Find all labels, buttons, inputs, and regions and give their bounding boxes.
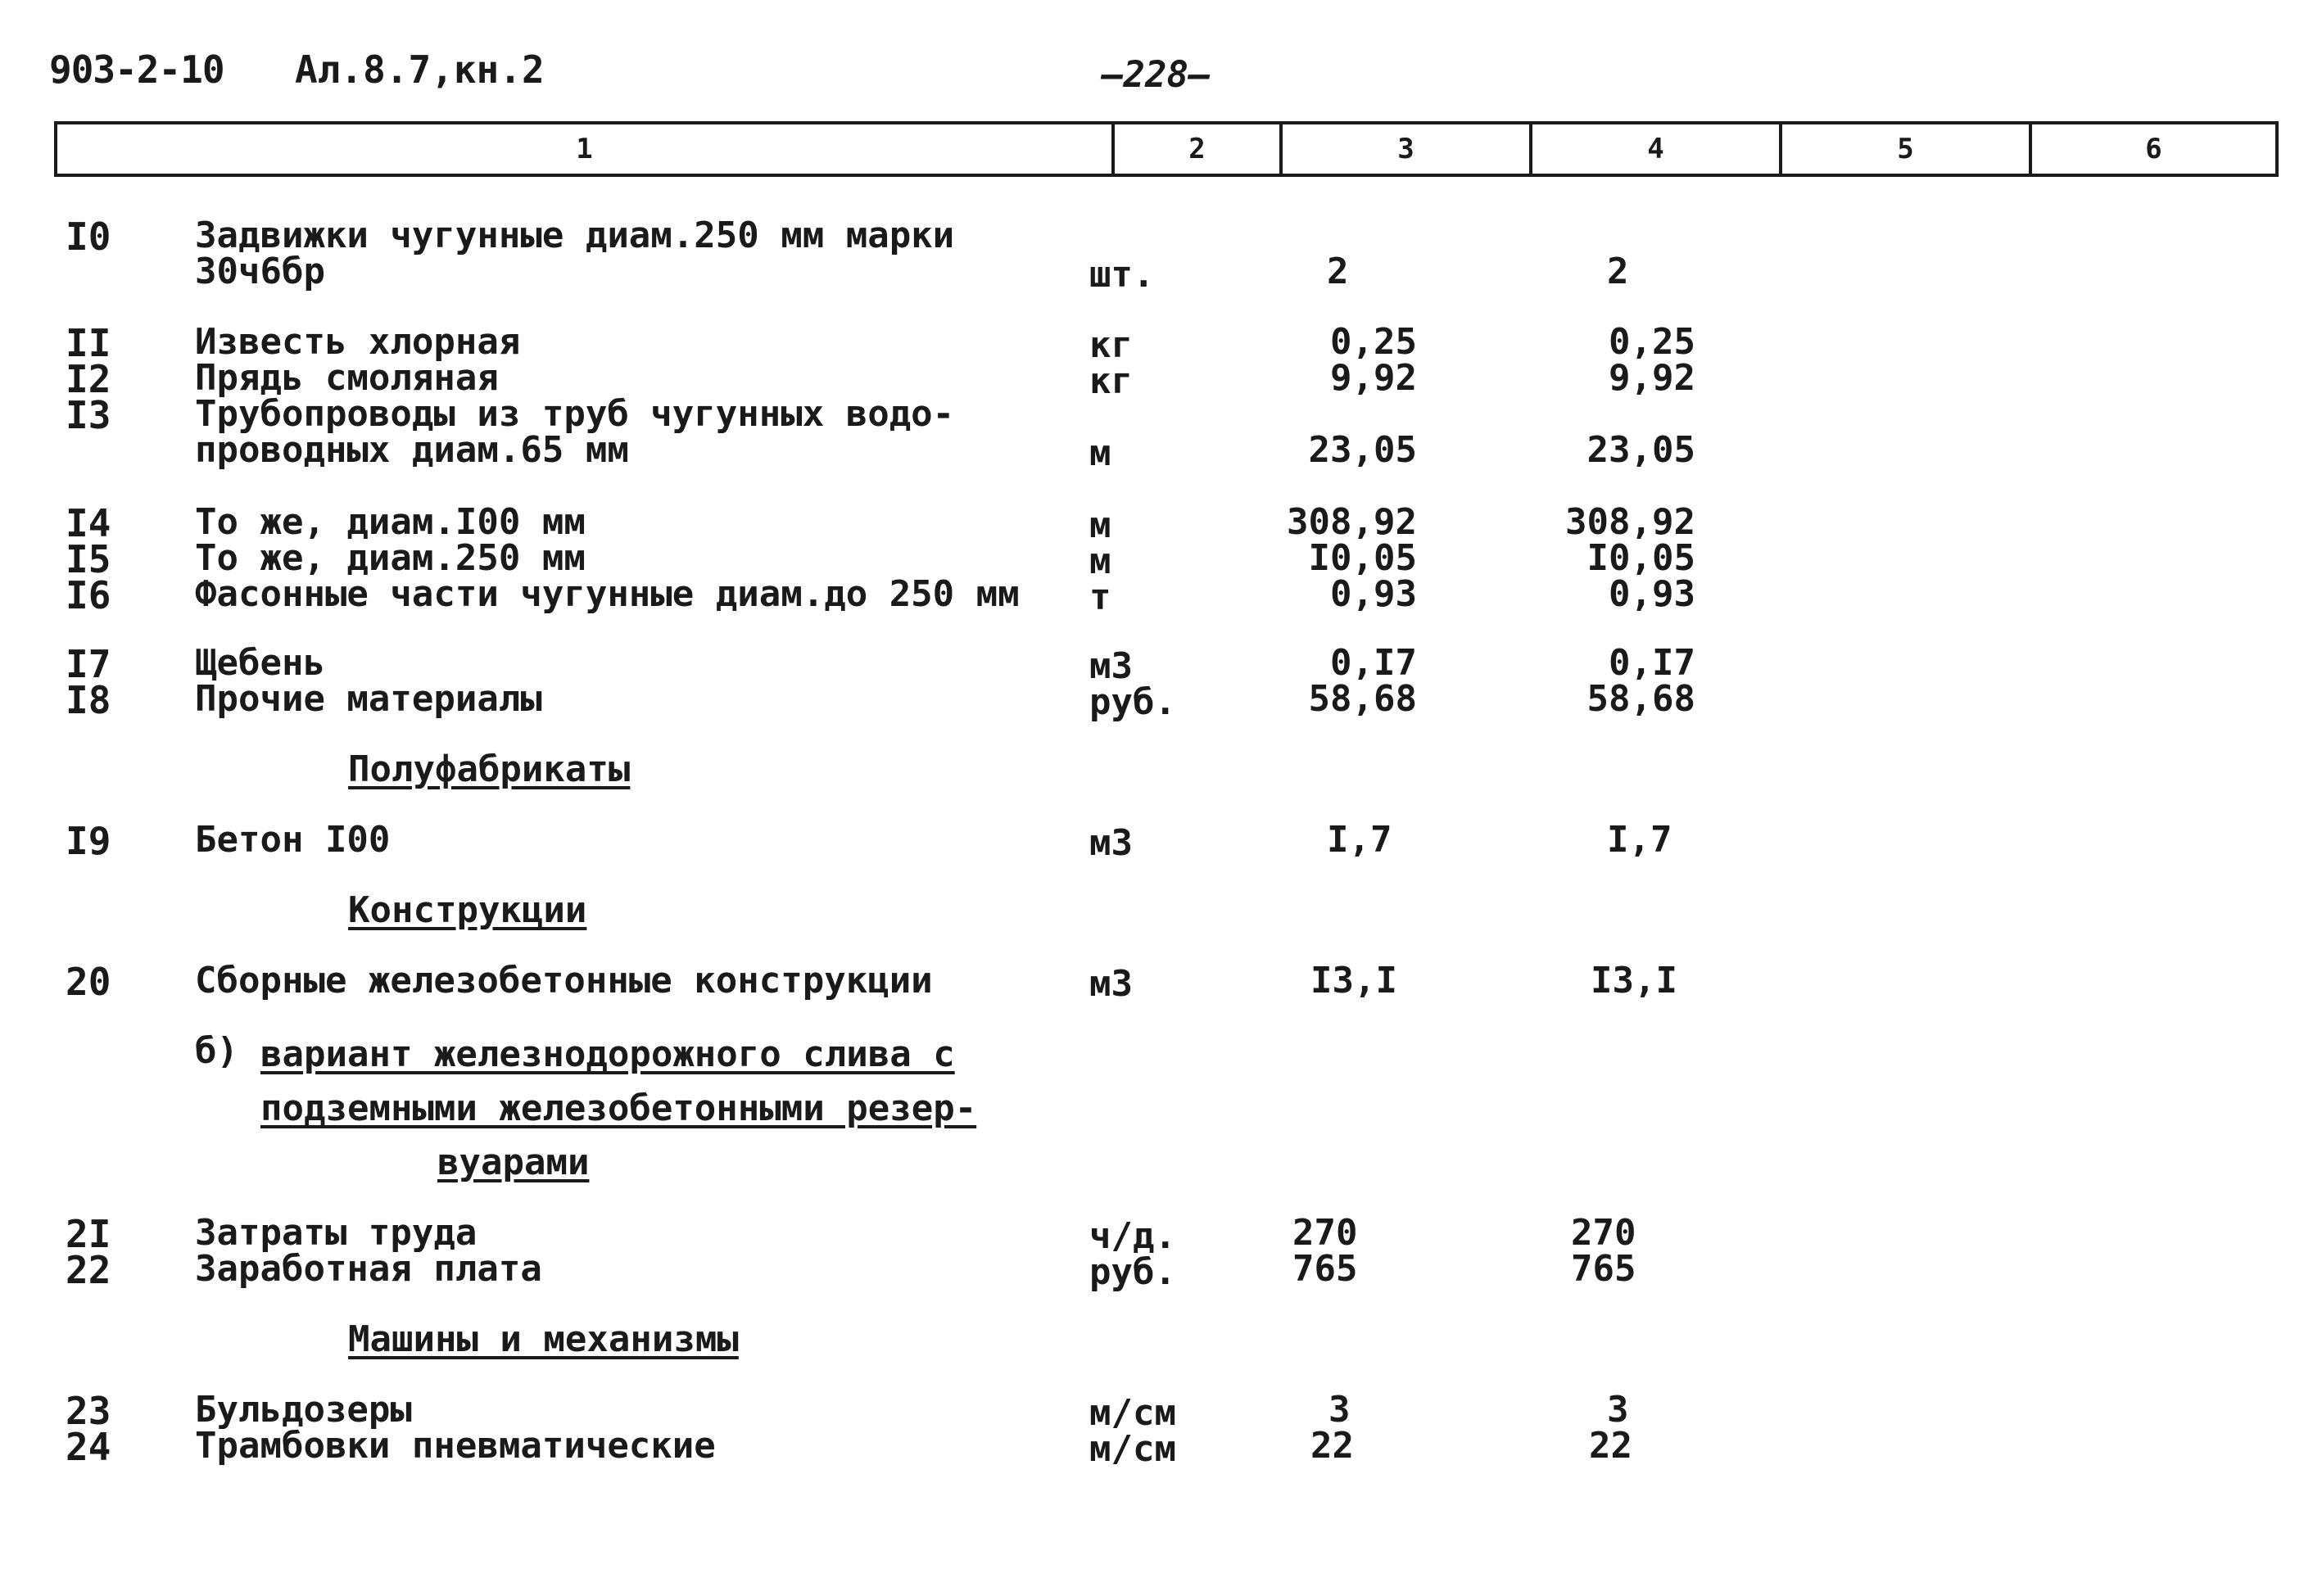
row-unit: м3	[1089, 963, 1133, 1005]
row-name: Затраты труда	[195, 1212, 478, 1254]
row-value-col4: 0,93	[1609, 573, 1695, 615]
row-value-col3: 0,93	[1330, 573, 1417, 615]
row-value-col3: 2	[1327, 251, 1349, 292]
row-value-col4: 765	[1571, 1248, 1636, 1290]
row-number: I9	[66, 819, 111, 863]
section-heading-machines: Машины и механизмы	[348, 1318, 739, 1360]
row-number: 24	[66, 1425, 111, 1469]
row-value-col3: 58,68	[1308, 678, 1417, 720]
row-number: I3	[66, 393, 111, 437]
row-name: Задвижки чугунные диам.250 мм марки	[195, 215, 955, 256]
row-name: Бульдозеры	[195, 1389, 412, 1431]
page-number: —228—	[1102, 54, 1211, 96]
row-unit: руб.	[1089, 1251, 1176, 1293]
row-value-col4: 22	[1589, 1425, 1632, 1467]
row-number: I4	[66, 501, 111, 545]
row-number: 23	[66, 1389, 111, 1433]
album-reference: Ал.8.7,кн.2	[295, 47, 545, 92]
row-number: I5	[66, 537, 111, 581]
row-name: Трамбовки пневматические	[195, 1425, 716, 1467]
row-name-continued: проводных диам.65 мм	[195, 429, 629, 471]
section-heading-semi-products: Полуфабрикаты	[348, 748, 631, 790]
row-unit: шт.	[1089, 254, 1155, 296]
document-code: 903-2-10	[49, 47, 224, 92]
row-unit: м	[1089, 540, 1111, 582]
row-number: I6	[66, 573, 111, 617]
row-value-col4: I,7	[1607, 819, 1672, 861]
row-unit: м3	[1089, 645, 1133, 687]
row-value-col4: 2	[1607, 251, 1629, 292]
row-number: I0	[66, 215, 111, 259]
row-value-col3: 0,25	[1330, 321, 1417, 363]
row-value-col3: 765	[1292, 1248, 1358, 1290]
column-header-row	[54, 121, 2279, 177]
row-value-col3: 23,05	[1308, 429, 1417, 471]
row-name: Трубопроводы из труб чугунных водо-	[195, 393, 955, 435]
row-number: 20	[66, 960, 111, 1004]
column-header-2: 2	[1113, 123, 1281, 175]
row-value-col4: I3,I	[1591, 960, 1677, 1001]
variant-prefix: б)	[195, 1030, 238, 1072]
row-number: I7	[66, 642, 111, 686]
row-value-col4: 0,I7	[1609, 642, 1695, 684]
section-heading-constructions: Конструкции	[348, 889, 587, 931]
row-name: То же, диам.250 мм	[195, 537, 586, 579]
row-value-col3: 270	[1292, 1212, 1358, 1254]
row-name: Заработная плата	[195, 1248, 542, 1290]
row-value-col4: 270	[1571, 1212, 1636, 1254]
row-number: I2	[66, 357, 111, 401]
variant-heading-line-1: вариант железнодорожного слива с	[260, 1033, 955, 1075]
row-unit: м	[1089, 504, 1111, 546]
row-value-col3: 22	[1310, 1425, 1354, 1467]
row-value-col3: 308,92	[1287, 501, 1417, 543]
row-value-col4: I0,05	[1586, 537, 1695, 579]
row-value-col3: I,7	[1327, 819, 1392, 861]
row-name: Щебень	[195, 642, 325, 684]
variant-heading-line-2: подземными железобетонными резер-	[260, 1087, 977, 1129]
variant-heading-line-3: вуарами	[437, 1142, 590, 1183]
row-name: Бетон I00	[195, 819, 391, 861]
row-unit: т	[1089, 576, 1111, 618]
row-value-col4: 23,05	[1586, 429, 1695, 471]
row-value-col4: 58,68	[1586, 678, 1695, 720]
row-name: Прочие материалы	[195, 678, 542, 720]
row-unit: кг	[1089, 324, 1133, 366]
row-value-col3: I0,05	[1308, 537, 1417, 579]
row-unit: ч/д.	[1089, 1215, 1176, 1257]
row-value-col3: I3,I	[1310, 960, 1397, 1001]
column-header-6: 6	[2030, 123, 2277, 175]
row-value-col3: 3	[1328, 1389, 1351, 1431]
row-unit: кг	[1089, 360, 1133, 402]
column-header-1: 1	[56, 123, 1113, 175]
row-value-col4: 308,92	[1565, 501, 1695, 543]
row-name: Фасонные части чугунные диам.до 250 мм	[195, 573, 1020, 615]
row-value-col4: 9,92	[1609, 357, 1695, 399]
row-unit: м3	[1089, 822, 1133, 864]
row-number: II	[66, 321, 111, 365]
row-unit: м/см	[1089, 1428, 1176, 1470]
column-header-5: 5	[1781, 123, 2030, 175]
row-unit: руб.	[1089, 681, 1176, 723]
column-header-3: 3	[1281, 123, 1531, 175]
row-number: 2I	[66, 1212, 111, 1256]
row-name: То же, диам.I00 мм	[195, 501, 586, 543]
row-name-continued: 30ч6бр	[195, 251, 325, 292]
row-value-col3: 0,I7	[1330, 642, 1417, 684]
row-value-col4: 0,25	[1609, 321, 1695, 363]
row-unit: м	[1089, 432, 1111, 474]
row-unit: м/см	[1089, 1392, 1176, 1434]
row-number: 22	[66, 1248, 111, 1292]
row-name: Сборные железобетонные конструкции	[195, 960, 933, 1001]
row-number: I8	[66, 678, 111, 722]
row-value-col3: 9,92	[1330, 357, 1417, 399]
row-name: Известь хлорная	[195, 321, 521, 363]
column-header-4: 4	[1531, 123, 1781, 175]
row-name: Прядь смоляная	[195, 357, 499, 399]
row-value-col4: 3	[1607, 1389, 1629, 1431]
